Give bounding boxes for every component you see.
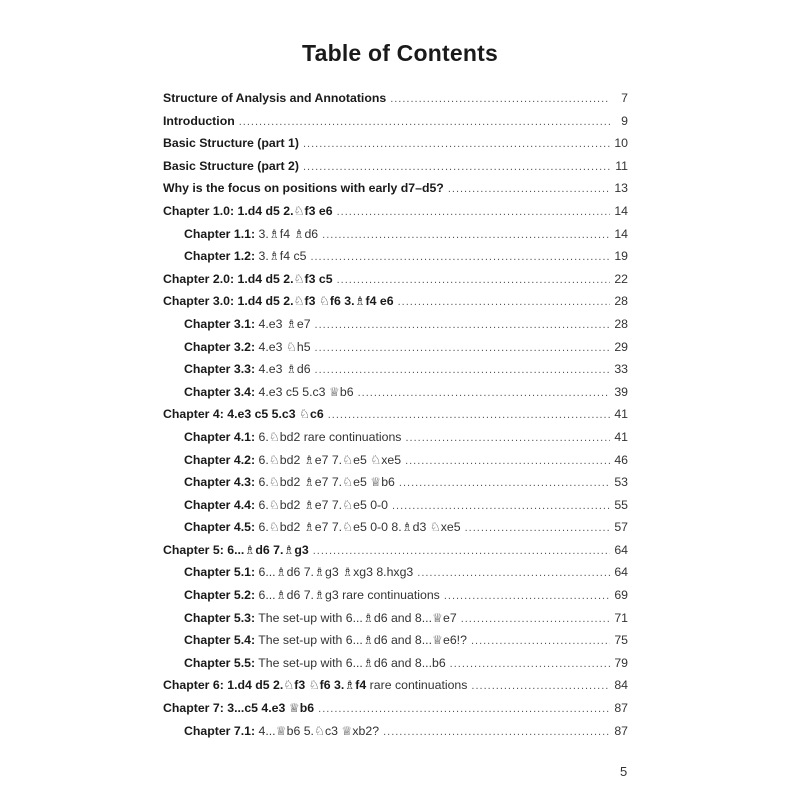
dot-leader [471,630,610,653]
toc-entry-moves: The set-up with 6...♗d6 and 8...♕e7 [255,610,457,625]
toc-entry-page: 39 [614,384,628,399]
toc-entry-moves: 4.e3 ♗e7 [255,316,311,331]
toc-entry [163,403,628,426]
toc-entry-page: 9 [621,113,628,128]
toc-entry-heading: Basic Structure (part 1) [163,136,299,151]
toc-entry-page: 7 [621,91,628,105]
toc-entry-heading: Chapter 1.1: [184,226,256,241]
dot-leader [398,291,610,314]
toc-entry [163,652,628,675]
toc-entry-page: 41 [614,407,628,422]
dot-leader [390,88,610,111]
dot-leader [318,698,610,721]
toc-entry-heading: Chapter 4.2: [184,452,256,467]
toc-entry-page: 14 [614,226,628,241]
toc-entry-heading: Introduction [163,113,235,128]
dot-leader [337,269,610,292]
toc-entry-moves: 3.♗f4 ♗d6 [255,226,319,241]
toc-entry-title [184,245,306,268]
toc-entry-moves: rare continuations [366,678,468,693]
toc-entry-page: 55 [614,497,628,512]
toc-entry-title [184,494,388,517]
toc-entry-heading: Chapter 4.5: [184,520,256,535]
toc-entry-page: 29 [614,339,628,354]
toc-entry-page: 14 [614,203,628,218]
toc-entry-title [184,336,311,359]
toc-entry-moves: 4...♕b6 5.♘c3 ♕xb2? [255,723,380,738]
toc-entry-heading: Basic Structure (part 2) [163,158,299,173]
toc-entry-heading: Chapter 3.1: [184,316,256,331]
dot-leader [358,382,610,405]
toc-entry [163,516,628,539]
dot-leader [465,517,610,540]
toc-entry-page: 75 [614,633,628,648]
toc-entry [163,87,628,110]
dot-leader [383,721,610,744]
dot-leader [448,178,610,201]
dot-leader [337,201,610,224]
toc-entry-title [184,584,440,607]
toc-entry [163,494,628,517]
toc-entry-page: 28 [614,294,628,309]
toc-entry-page: 41 [614,429,628,444]
toc-entry-page: 22 [614,271,628,286]
toc-entry-title [163,87,386,110]
toc-entry-page: 79 [614,655,628,670]
dot-leader [303,156,610,179]
toc-entry-title [184,471,395,494]
toc-entry-page: 57 [614,520,628,535]
toc-entry [163,336,628,359]
toc-entry-title [184,223,318,246]
toc-entry-title [184,449,401,472]
toc-entry-title [163,697,314,720]
toc-entry [163,381,628,404]
toc-entry [163,155,628,178]
toc-entry-title [163,200,333,223]
dot-leader [405,450,610,473]
toc-entry-title [184,426,401,449]
toc-entry-heading: Chapter 1.2: [184,249,256,264]
dot-leader [315,359,610,382]
toc-entry-heading: Why is the focus on positions with early d7–d5? [163,181,444,196]
dot-leader [392,495,610,518]
toc-entry-moves: 3.♗f4 c5 [255,249,307,264]
toc-entry-heading: Chapter 5.1: [184,565,256,580]
toc-entry-moves: 6.♘bd2 ♗e7 7.♘e5 ♘xe5 [255,452,402,467]
toc-entry-moves: 4.e3 ♘h5 [255,339,311,354]
toc-entry [163,358,628,381]
toc-entry-moves: The set-up with 6...♗d6 and 8...♕e6!? [255,633,467,648]
toc-entry [163,584,628,607]
toc-entry [163,200,628,223]
toc-entry-title [184,652,446,675]
page-number: 5 [620,764,628,779]
toc-entry [163,110,628,133]
toc-entry-title [163,290,394,313]
toc-entry-title [184,381,354,404]
toc-entry-heading: Chapter 3.0: 1.d4 d5 2.♘f3 ♘f6 3.♗f4 e6 [163,294,394,309]
toc-entry [163,426,628,449]
dot-leader [405,427,610,450]
toc-entry-heading: Chapter 4.1: [184,429,256,444]
toc-entry-page: 71 [614,610,628,625]
toc-entry-page: 87 [614,723,628,738]
toc-entry-title [163,539,309,562]
toc-entry-title [184,629,467,652]
toc-entry-page: 64 [614,542,628,557]
toc-entry [163,449,628,472]
toc-entry-heading: Chapter 2.0: 1.d4 d5 2.♘f3 c5 [163,271,333,286]
toc-entry-heading: Chapter 5.4: [184,633,256,648]
table-of-contents [163,87,628,742]
toc-entry-moves: 6.♘bd2 ♗e7 7.♘e5 ♕b6 [255,475,395,490]
dot-leader [471,675,610,698]
toc-entry [163,720,628,743]
toc-entry-moves: 6...♗d6 7.♗g3 rare continuations [255,588,440,603]
dot-leader [444,585,610,608]
toc-entry-page: 69 [614,588,628,603]
dot-leader [450,653,610,676]
toc-entry [163,223,628,246]
toc-entry-title [163,403,324,426]
toc-entry [163,177,628,200]
toc-entry [163,290,628,313]
toc-entry-moves: 6.♘bd2 ♗e7 7.♘e5 0-0 8.♗d3 ♘xe5 [255,520,461,535]
toc-entry-page: 28 [614,316,628,331]
dot-leader [315,337,610,360]
toc-entry-page: 87 [614,701,628,716]
toc-entry [163,539,628,562]
toc-entry-moves: The set-up with 6...♗d6 and 8...b6 [255,655,446,670]
toc-entry-page: 33 [614,362,628,377]
page-title: Table of Contents [302,40,498,66]
toc-entry-page: 10 [614,136,628,151]
toc-entry-moves: 4.e3 c5 5.c3 ♕b6 [255,384,354,399]
toc-entry [163,132,628,155]
toc-entry-title [184,607,457,630]
toc-entry-title [163,177,444,200]
toc-entry [163,313,628,336]
toc-entry-heading: Chapter 5.3: [184,610,256,625]
toc-entry [163,268,628,291]
toc-entry-heading: Chapter 7: 3...c5 4.e3 ♕b6 [163,701,315,716]
toc-entry-heading: Chapter 4: 4.e3 c5 5.c3 ♘c6 [163,407,324,422]
toc-entry-heading: Chapter 3.3: [184,362,256,377]
dot-leader [315,314,610,337]
toc-entry [163,697,628,720]
dot-leader [322,224,610,247]
toc-entry-title [163,132,299,155]
toc-entry-title [184,561,413,584]
dot-leader [417,562,610,585]
toc-entry-heading: Chapter 1.0: 1.d4 d5 2.♘f3 e6 [163,203,333,218]
dot-leader [310,246,610,269]
toc-entry-page: 46 [614,452,628,467]
toc-entry-moves: 6.♘bd2 rare continuations [255,429,402,444]
toc-entry-heading: Structure of Analysis and Annotations [163,91,387,105]
toc-entry [163,607,628,630]
toc-entry-title [163,268,333,291]
dot-leader [399,472,610,495]
toc-entry-page: 13 [614,181,628,196]
toc-entry-heading: Chapter 7.1: [184,723,256,738]
toc-entry [163,471,628,494]
dot-leader [313,540,610,563]
toc-entry-title [163,155,299,178]
toc-entry-heading: Chapter 4.4: [184,497,256,512]
toc-entry [163,561,628,584]
toc-entry-page: 64 [614,565,628,580]
toc-entry-title [184,358,311,381]
dot-leader [461,608,610,631]
toc-entry-moves: 6...♗d6 7.♗g3 ♗xg3 8.hxg3 [255,565,414,580]
toc-entry [163,674,628,697]
toc-entry-heading: Chapter 3.4: [184,384,256,399]
toc-entry-heading: Chapter 6: 1.d4 d5 2.♘f3 ♘f6 3.♗f4 [163,678,367,693]
dot-leader [239,111,610,134]
toc-entry-moves: 6.♘bd2 ♗e7 7.♘e5 0-0 [255,497,388,512]
toc-entry-heading: Chapter 5.5: [184,655,256,670]
toc-entry-moves: 4.e3 ♗d6 [255,362,311,377]
toc-entry-title [184,516,461,539]
toc-entry-heading: Chapter 4.3: [184,475,256,490]
toc-entry [163,629,628,652]
toc-entry-title [163,674,467,697]
dot-leader [328,404,610,427]
toc-entry-heading: Chapter 5: 6...♗d6 7.♗g3 [163,542,309,557]
toc-entry-title [163,110,235,133]
toc-entry-page: 19 [614,249,628,264]
toc-entry-title [184,313,311,336]
toc-entry-page: 11 [615,158,628,173]
toc-entry-title [184,720,379,743]
toc-entry-heading: Chapter 5.2: [184,588,256,603]
toc-entry-page: 53 [614,475,628,490]
toc-entry-page: 84 [614,678,628,693]
toc-entry-heading: Chapter 3.2: [184,339,256,354]
toc-entry [163,245,628,268]
dot-leader [303,133,610,156]
